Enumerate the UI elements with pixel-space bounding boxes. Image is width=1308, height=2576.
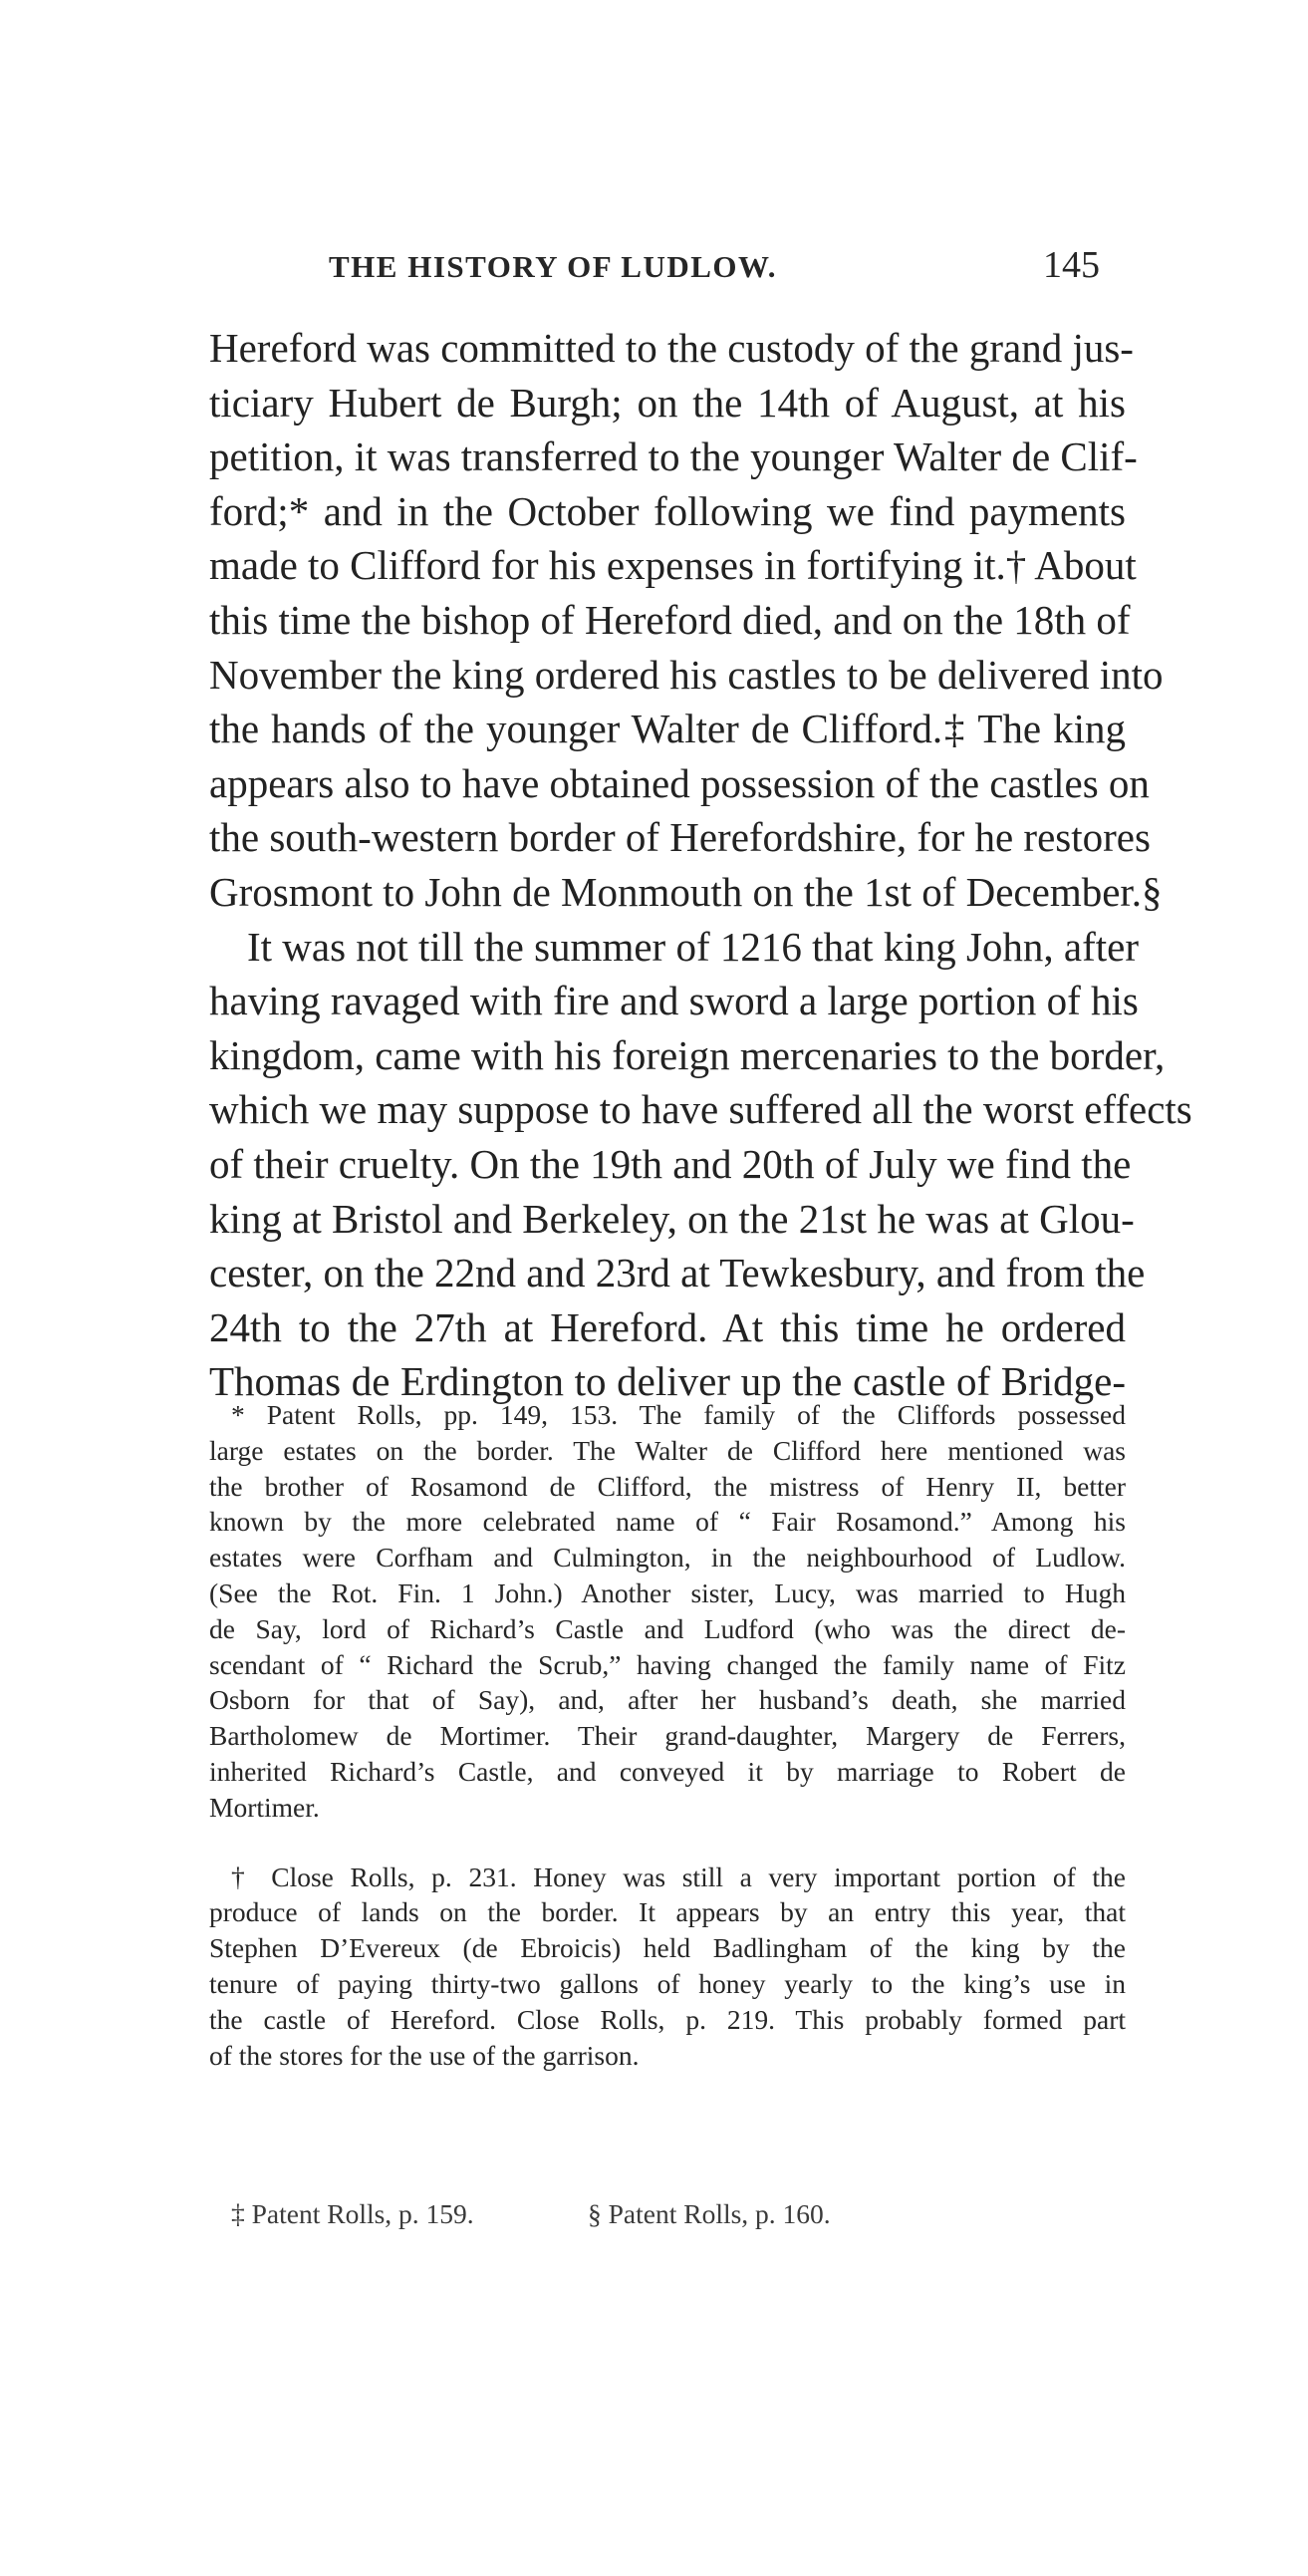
text-line: Thomas de Erdington to deliver up the castle of Bridge-	[209, 1358, 1126, 1405]
footnote-line: large estates on the border. The Walter de Clifford here mentioned was	[209, 1434, 1126, 1466]
footnote-spacer	[209, 1826, 1126, 1860]
text-line: of their cruelty. On the 19th and 20th of July we find the	[209, 1140, 1132, 1187]
text-line: this time the bishop of Hereford died, and on the 18th of	[209, 596, 1131, 643]
text-line: made to Clifford for his expenses in fortifying it.† About	[209, 542, 1137, 589]
text-line: petition, it was transferred to the younger Walter de Clif-	[209, 433, 1138, 480]
footnote-3: ‡ Patent Rolls, p. 159.	[231, 2198, 474, 2229]
text-line: having ravaged with fire and sword a large portion of his	[209, 978, 1139, 1024]
text-line: ford;* and in the October following we find payments	[209, 487, 1126, 534]
page-number: 145	[1043, 244, 1100, 286]
footnote-line: produce of lands on the border. It appears by an entry this year, that	[209, 1896, 1126, 1928]
text-line: cester, on the 22nd and 23rd at Tewkesbury, and from the	[209, 1250, 1146, 1296]
text-line: ticiary Hubert de Burgh; on the 14th of August, at his	[209, 379, 1126, 426]
footnote-line: Bartholomew de Mortimer. Their grand-daughter, Margery de Ferrers,	[209, 1720, 1126, 1752]
footnote-1	[209, 1397, 1126, 1826]
text-line: November the king ordered his castles to be delivered into	[209, 651, 1164, 698]
footnote-line: tenure of paying thirty-two gallons of honey yearly to the king’s use in	[209, 1967, 1126, 1999]
footnote-line: known by the more celebrated name of “ Fair Rosamond.” Among his	[209, 1506, 1126, 1538]
footnote-line: * Patent Rolls, pp. 149, 153. The family of the Cliffords possessed	[231, 1399, 1126, 1430]
footnote-line: the brother of Rosamond de Clifford, the mistress of Henry II, better	[209, 1470, 1126, 1502]
text-line: the south-western border of Herefordshire, for he restores	[209, 814, 1151, 861]
text-line: Hereford was committed to the custody of the grand jus-	[209, 325, 1134, 371]
footnote-line: † Close Rolls, p. 231. Honey was still a very important portion of the	[231, 1860, 1126, 1892]
text-line: kingdom, came with his foreign mercenaries to the border,	[209, 1031, 1166, 1078]
footnote-line: the castle of Hereford. Close Rolls, p. 219. This probably formed part	[209, 2003, 1126, 2035]
footnote-line: estates were Corfham and Culmington, in the neighbourhood of Ludlow.	[209, 1542, 1126, 1574]
text-line: the hands of the younger Walter de Clifford.‡ The king	[209, 706, 1126, 752]
main-text	[209, 321, 1192, 1409]
footnote-line: Osborn for that of Say), and, after her husband’s death, she married	[209, 1684, 1126, 1716]
text-line: appears also to have obtained possession of the castles on	[209, 759, 1150, 806]
footnote-line: scendant of “ Richard the Scrub,” having changed the family name of Fitz	[209, 1648, 1126, 1680]
footnote-line: Stephen D’Evereux (de Ebroicis) held Badlingham of the king by the	[209, 1932, 1126, 1964]
text-line: king at Bristol and Berkeley, on the 21st he was at Glou-	[209, 1195, 1135, 1242]
text-line: It was not till the summer of 1216 that king John, after	[247, 923, 1140, 970]
footnote-2	[209, 1860, 1126, 2074]
footnote-line: (See the Rot. Fin. 1 John.) Another sister, Lucy, was married to Hugh	[209, 1576, 1126, 1608]
running-head: THE HISTORY OF LUDLOW.	[329, 249, 777, 284]
footnote-line: de Say, lord of Richard’s Castle and Ludford (who was the direct de-	[209, 1612, 1126, 1644]
text-line: Grosmont to John de Monmouth on the 1st of December.§	[209, 868, 1163, 915]
footnote-line: inherited Richard’s Castle, and conveyed it by marriage to Robert de	[209, 1755, 1126, 1787]
footnote-row	[231, 2198, 1126, 2238]
text-line: 24th to the 27th at Hereford. At this time he ordered	[209, 1303, 1126, 1350]
footnote-line: Mortimer.	[209, 1791, 320, 1823]
text-line: which we may suppose to have suffered all the worst effects	[209, 1086, 1192, 1133]
footnote-4: § Patent Rolls, p. 160.	[588, 2198, 831, 2229]
page-header	[209, 239, 1126, 299]
footnote-line: of the stores for the use of the garrison.	[209, 2039, 640, 2071]
footnotes	[209, 1397, 1126, 2073]
